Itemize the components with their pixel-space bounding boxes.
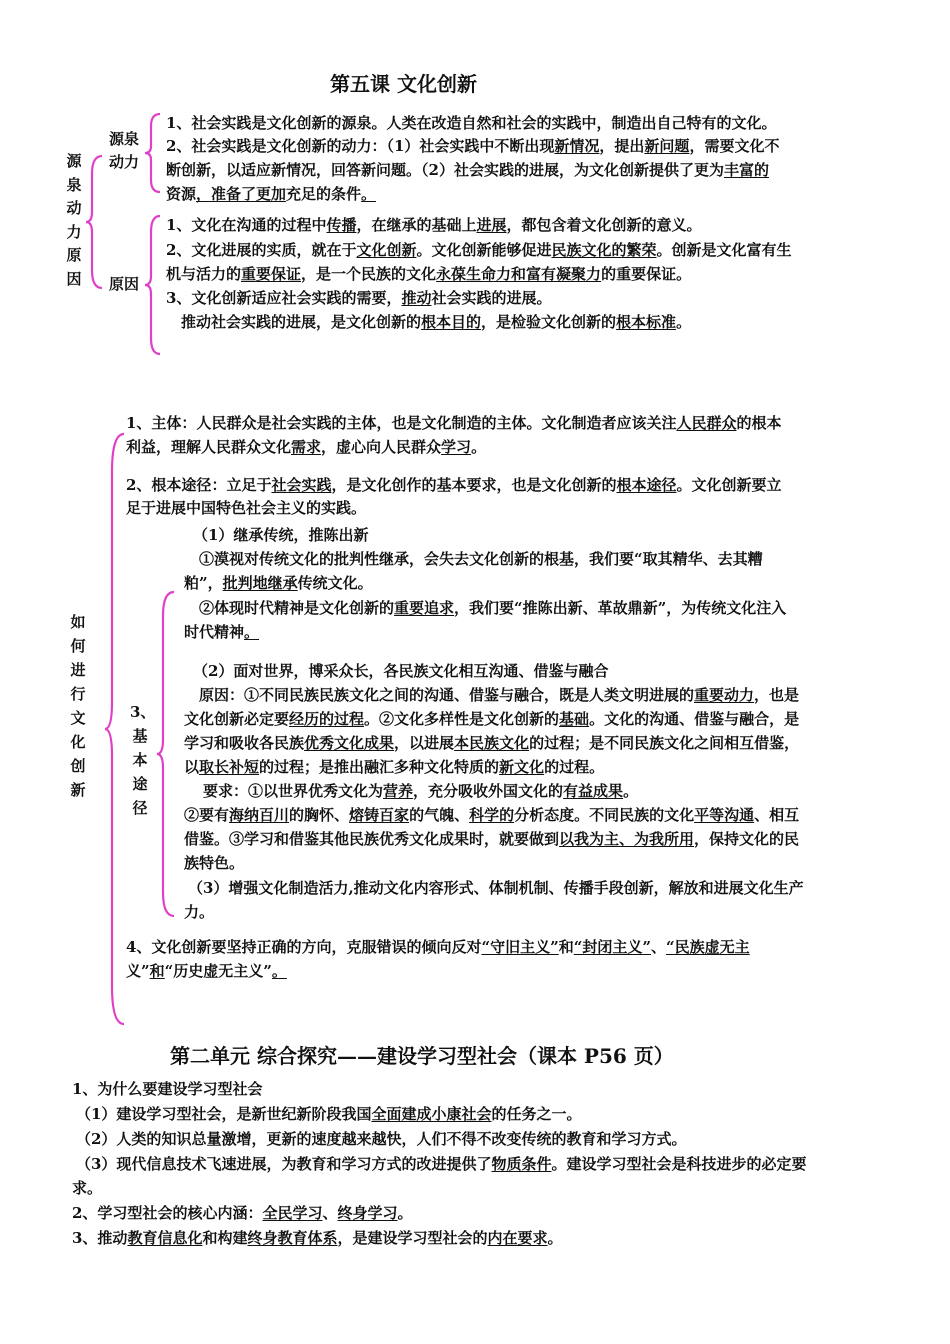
keyword-underlined: 民族文化的繁荣 xyxy=(551,241,657,259)
outer-brace-source xyxy=(86,154,106,290)
keyword-underlined: 以我为主、为我所用 xyxy=(559,830,695,848)
keyword-underlined: 全面建成小康社会 xyxy=(371,1105,492,1123)
keyword-underlined: 传播 xyxy=(326,216,357,234)
keyword-underlined: 根本标准 xyxy=(616,313,677,331)
keyword-underlined: 新问题 xyxy=(644,137,690,155)
reason-line-3: 机与活力的重要保证，是一个民族的文化永葆生命力和富有凝聚力的重要保证。 xyxy=(166,265,692,283)
p3-line-12: ②要有海纳百川的胸怀、熔铸百家的气魄、科学的分析态度。不同民族的文化平等沟通、相互 xyxy=(184,806,800,824)
side-label-source: 源泉动力原因 xyxy=(66,152,82,288)
keyword-underlined: 。 xyxy=(361,185,377,203)
keyword-underlined: 新文化 xyxy=(499,758,545,776)
keyword-underlined: 批判地继承 xyxy=(222,574,298,592)
reason-line-1: 1、文化在沟通的过程中传播，在继承的基础上进展，都包含着文化创新的意义。 xyxy=(166,216,702,234)
how-p4-line-1: 4、文化创新要坚持正确的方向，克服错误的倾向反对“守旧主义”和“封闭主义”、“民族虚无主 xyxy=(126,938,750,956)
keyword-underlined: 终身学习 xyxy=(337,1204,398,1222)
keyword-underlined: 熔铸百家 xyxy=(349,806,410,824)
p3-line-2: ①漠视对传统文化的批判性继承，会失去文化创新的根基，我们要“取其精华、去其糟 xyxy=(199,550,763,568)
keyword-underlined: 基础 xyxy=(559,710,590,728)
p3-line-5: 时代精神。 xyxy=(184,623,260,641)
unit2-line-6: 2、学习型社会的核心内涵：全民学习、终身学习。 xyxy=(72,1204,413,1222)
outer-brace-how xyxy=(104,432,126,1026)
keyword-underlined: 营养 xyxy=(383,782,414,800)
keyword-underlined: “民族虚无主 xyxy=(666,938,750,956)
keyword-underlined: 平等沟通 xyxy=(694,806,755,824)
brace-basic-way xyxy=(156,590,176,918)
p3-line-11: 要求：①以世界优秀文化为营养，充分吸收外国文化的有益成果。 xyxy=(203,782,639,800)
keyword-underlined: 全民学习 xyxy=(262,1204,323,1222)
unit2-line-3: （2）人类的知识总量激增，更新的速度越来越快，人们不得不改变传统的教育和学习方式。 xyxy=(76,1130,687,1148)
how-p2-line-1: 2、根本途径：立足于社会实践，是文化创作的基本要求，也是文化创新的根本途径。文化创新要立 xyxy=(126,476,782,494)
side-label-how: 如何进行文化创新 xyxy=(70,613,86,799)
keyword-underlined: 海纳百川 xyxy=(229,806,290,824)
reason-line-2: 2、文化进展的实质，就在于文化创新。文化创新能够促进民族文化的繁荣。创新是文化富有生 xyxy=(166,241,792,259)
keyword-underlined: 优秀文化成果 xyxy=(304,734,395,752)
how-p1-line-2: 利益，理解人民群众文化需求，虚心向人民群众学习。 xyxy=(126,438,487,456)
lesson-title: 第五课 文化创新 xyxy=(330,72,477,96)
p3-line-15: （3）增强文化制造活力,推动文化内容形式、体制机制、传播手段创新，解放和进展文化生产 xyxy=(188,879,804,897)
keyword-underlined: 根本途径 xyxy=(616,476,677,494)
source-line-3: 断创新，以适应新情况，回答新问题。（2）社会实践的进展，为文化创新提供了更为丰富的 xyxy=(166,161,769,179)
unit2-line-5: 求。 xyxy=(72,1179,103,1197)
keyword-underlined: 本民族文化 xyxy=(454,734,530,752)
how-p4-line-2: 义”和“历史虚无主义”。 xyxy=(126,962,287,980)
keyword-underlined: 有益成果 xyxy=(563,782,624,800)
keyword-underlined: 取长补短 xyxy=(199,758,260,776)
keyword-underlined: 。 xyxy=(244,623,260,641)
keyword-underlined: 内在要求 xyxy=(487,1229,548,1247)
keyword-underlined: 终身教育体系 xyxy=(247,1229,338,1247)
p3-line-8: 文化创新必定要经历的过程。②文化多样性是文化创新的基础。文化的沟通、借鉴与融合，是 xyxy=(184,710,800,728)
basic-way-label: 3、基本途径 xyxy=(130,703,156,817)
p3-line-3: 粕”，批判地继承传统文化。 xyxy=(184,574,373,592)
keyword-underlined: 进展 xyxy=(476,216,507,234)
p3-line-10: 以取长补短的过程；是推出融汇多种文化特质的新文化的过程。 xyxy=(184,758,605,776)
reason-line-5: 推动社会实践的进展，是文化创新的根本目的，是检验文化创新的根本标准。 xyxy=(181,313,692,331)
keyword-underlined: 根本目的 xyxy=(421,313,482,331)
keyword-underlined: 物质条件 xyxy=(491,1155,552,1173)
keyword-underlined: 学习 xyxy=(441,438,472,456)
keyword-underlined: ，准备了更加 xyxy=(196,185,287,203)
keyword-underlined: 重要保证 xyxy=(241,265,302,283)
brace-reason xyxy=(144,214,162,356)
keyword-underlined: 科学的 xyxy=(469,806,515,824)
keyword-underlined: 和 xyxy=(149,962,165,980)
unit2-title: 第二单元 综合探究——建设学习型社会（课本 P56 页） xyxy=(170,1044,674,1068)
source-line-2: 2、社会实践是文化创新的动力：（1）社会实践中不断出现新情况，提出新问题，需要文化不 xyxy=(166,137,780,155)
brace-source xyxy=(144,112,162,194)
keyword-underlined: 经历的过程 xyxy=(289,710,365,728)
unit2-line-2: （1）建设学习型社会，是新世纪新阶段我国全面建成小康社会的任务之一。 xyxy=(76,1105,582,1123)
p3-line-6: （2）面对世界，博采众长，各民族文化相互沟通、借鉴与融合 xyxy=(193,662,609,680)
p3-line-14: 族特色。 xyxy=(184,854,245,872)
p3-line-13: 借鉴。③学习和借鉴其他民族优秀文化成果时，就要做到以我为主、为我所用，保持文化的民 xyxy=(184,830,800,848)
keyword-underlined: “封闭主义” xyxy=(573,938,651,956)
p3-line-16: 力。 xyxy=(184,903,215,921)
how-p2-line-2: 足于进展中国特色社会主义的实践。 xyxy=(126,499,367,517)
p3-line-9: 学习和吸收各民族优秀文化成果，以进展本民族文化的过程；是不同民族文化之间相互借鉴， xyxy=(184,734,800,752)
keyword-underlined: 教育信息化 xyxy=(127,1229,203,1247)
p3-line-1: （1）继承传统，推陈出新 xyxy=(193,526,369,544)
keyword-underlined: 丰富的 xyxy=(723,161,769,179)
p3-line-7: 原因：①不同民族民族文化之间的沟通、借鉴与融合，既是人类文明进展的重要动力，也是 xyxy=(199,686,800,704)
keyword-underlined: 永葆生命力和富有凝聚力 xyxy=(436,265,602,283)
source-line-4: 资源，准备了更加充足的条件。 xyxy=(166,185,377,203)
source-label-2: 动力 xyxy=(109,153,140,171)
keyword-underlined: “守旧主义” xyxy=(481,938,559,956)
keyword-underlined: 文化创新 xyxy=(356,241,417,259)
unit2-line-7: 3、推动教育信息化和构建终身教育体系，是建设学习型社会的内在要求。 xyxy=(72,1229,563,1247)
keyword-underlined: 社会实践 xyxy=(271,476,332,494)
source-line-1: 1、社会实践是文化创新的源泉。人类在改造自然和社会的实践中，制造出自己特有的文化。 xyxy=(166,114,777,132)
p3-line-4: ②体现时代精神是文化创新的重要追求，我们要“推陈出新、革故鼎新”，为传统文化注入 xyxy=(199,599,787,617)
keyword-underlined: 重要动力 xyxy=(694,686,755,704)
source-label-1: 源泉 xyxy=(109,130,140,148)
keyword-underlined: 推动 xyxy=(401,289,432,307)
keyword-underlined: 重要追求 xyxy=(394,599,455,617)
keyword-underlined: 需求 xyxy=(291,438,322,456)
keyword-underlined: 新情况 xyxy=(554,137,600,155)
unit2-line-1: 1、为什么要建设学习型社会 xyxy=(72,1080,263,1098)
keyword-underlined: 人民群众 xyxy=(676,414,737,432)
reason-line-4: 3、文化创新适应社会实践的需要，推动社会实践的进展。 xyxy=(166,289,552,307)
unit2-line-4: （3）现代信息技术飞速进展，为教育和学习方式的改进提供了物质条件。建设学习型社会是科技进步的必定要 xyxy=(76,1155,807,1173)
keyword-underlined: 。 xyxy=(271,962,287,980)
how-p1-line-1: 1、主体：人民群众是社会实践的主体，也是文化制造的主体。文化制造者应该关注人民群众的根本 xyxy=(126,414,782,432)
reason-label: 原因 xyxy=(109,275,140,293)
